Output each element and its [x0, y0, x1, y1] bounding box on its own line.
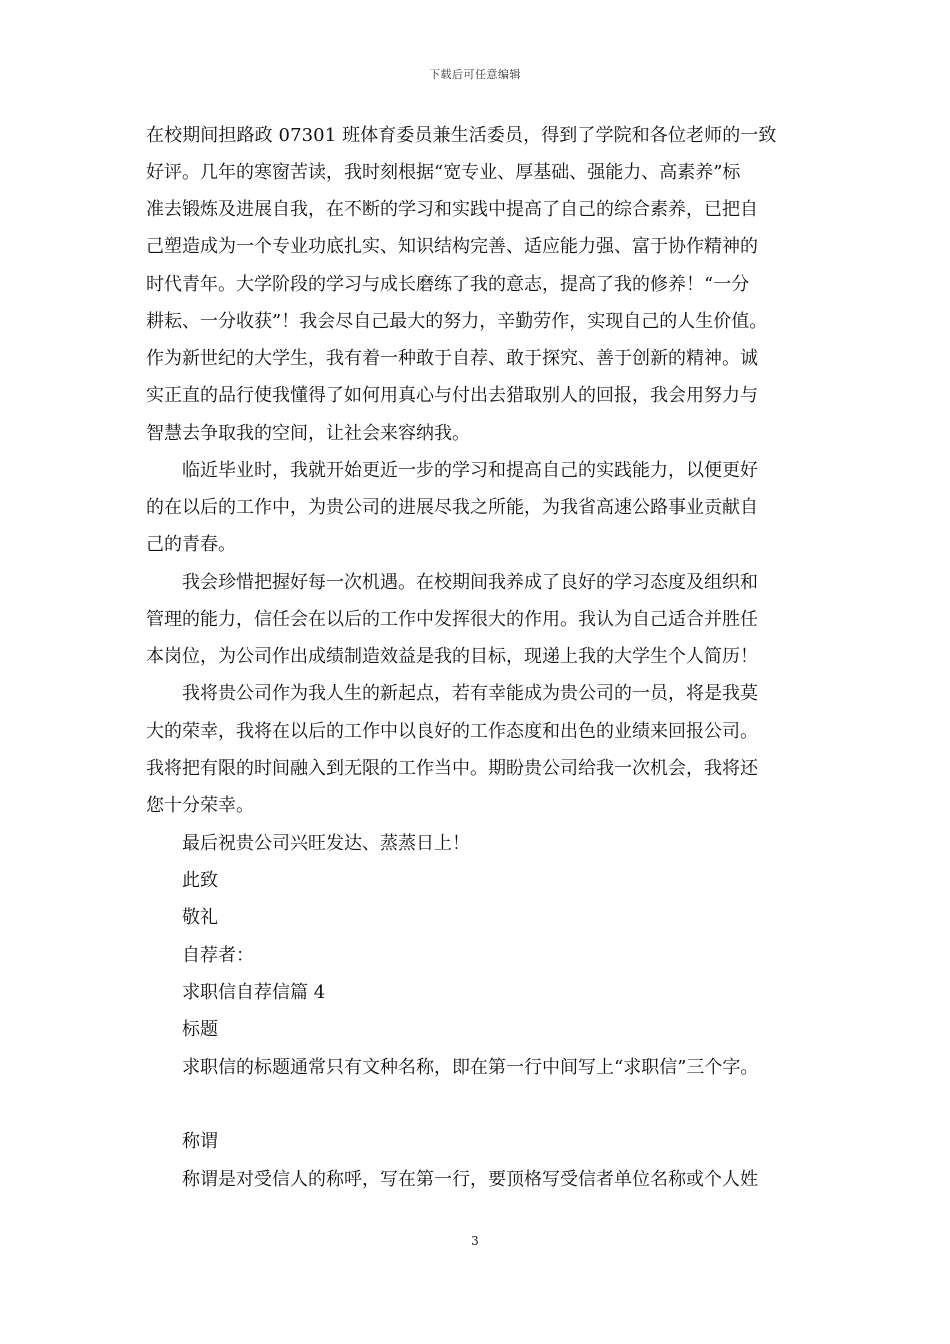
text-line: 敬礼 — [182, 907, 218, 928]
text-line: 时代青年。大学阶段的学习与成长磨练了我的意志，提高了我的修养！“一分 — [146, 274, 750, 295]
text-line: 管理的能力，信任会在以后的工作中发挥很大的作用。我认为自己适合并胜任 — [146, 609, 758, 630]
text-line: 好评。几年的寒窗苦读，我时刻根据“宽专业、厚基础、强能力、高素养”标 — [146, 162, 741, 183]
page-number: 3 — [471, 1234, 479, 1248]
text-line: 此致 — [182, 870, 218, 891]
text-line: 标题 — [182, 1019, 218, 1040]
text-line: 您十分荣幸。 — [146, 795, 254, 816]
text-line: 最后祝贵公司兴旺发达、蒸蒸日上！ — [182, 833, 470, 854]
text-line: 本岗位，为公司作出成绩制造效益是我的目标，现递上我的大学生个人简历！ — [146, 646, 758, 667]
text-line: 我将把有限的时间融入到无限的工作当中。期盼贵公司给我一次机会，我将还 — [146, 758, 758, 779]
text-line: 临近毕业时，我就开始更近一步的学习和提高自己的实践能力，以便更好 — [182, 460, 758, 481]
text-line: 作为新世纪的大学生，我有着一种敢于自荐、敢于探究、善于创新的精神。诚 — [146, 348, 758, 369]
text-line: 称谓是对受信人的称呼，写在第一行，要顶格写受信者单位名称或个人姓 — [182, 1169, 758, 1190]
text-line: 自荐者： — [182, 945, 254, 966]
text-line: 在校期间担路政 07301 班体育委员兼生活委员，得到了学院和各位老师的一致 — [146, 125, 777, 146]
text-line: 耕耘、一分收获”！我会尽自己最大的努力，辛勤劳作，实现自己的人生价值。 — [146, 311, 768, 332]
text-line: 称谓 — [182, 1131, 218, 1152]
text-line: 己塑造成为一个专业功底扎实、知识结构完善、适应能力强、富于协作精神的 — [146, 236, 758, 257]
text-line: 我将贵公司作为我人生的新起点，若有幸能成为贵公司的一员，将是我莫 — [182, 683, 758, 704]
text-line: 大的荣幸，我将在以后的工作中以良好的工作态度和出色的业绩来回报公司。 — [146, 721, 758, 742]
text-line: 我会珍惜把握好每一次机遇。在校期间我养成了良好的学习态度及组织和 — [182, 572, 758, 593]
page-header: 下载后可任意编辑 — [429, 68, 521, 81]
text-line: 己的青春。 — [146, 534, 236, 555]
text-line: 的在以后的工作中，为贵公司的进展尽我之所能，为我省高速公路事业贡献自 — [146, 497, 758, 518]
text-line: 求职信自荐信篇 4 — [182, 982, 326, 1003]
text-line: 智慧去争取我的空间，让社会来容纳我。 — [146, 423, 470, 444]
text-line: 实正直的品行使我懂得了如何用真心与付出去猎取别人的回报，我会用努力与 — [146, 385, 758, 406]
text-line: 准去锻炼及进展自我，在不断的学习和实践中提高了自己的综合素养，已把自 — [146, 199, 758, 220]
text-line: 求职信的标题通常只有文种名称，即在第一行中间写上“求职信”三个字。 — [182, 1057, 759, 1078]
